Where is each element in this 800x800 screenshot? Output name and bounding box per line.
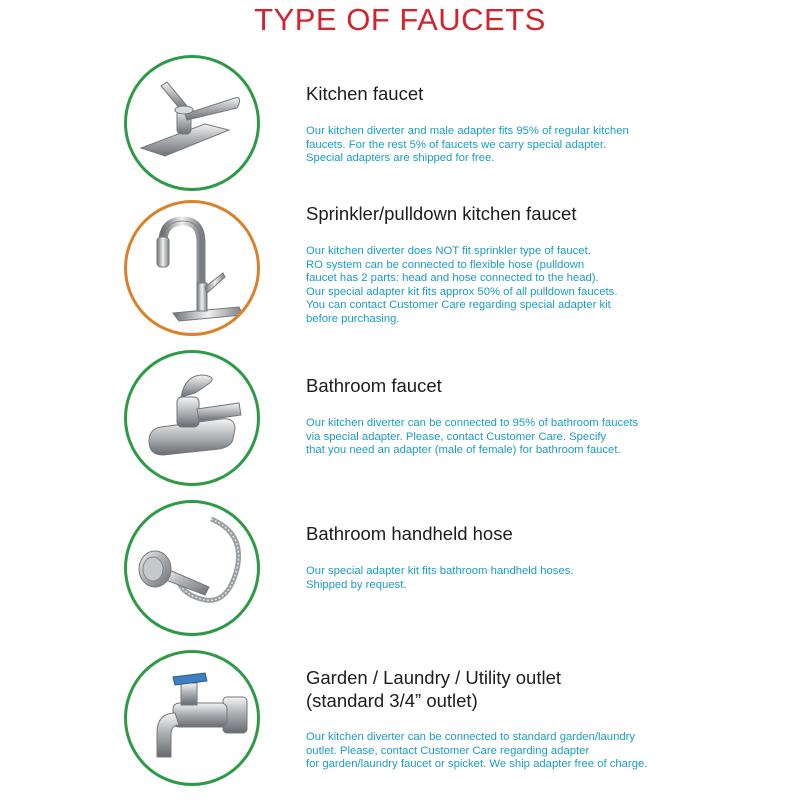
kitchen-faucet-circle (124, 55, 260, 191)
bathroom-faucet-circle (124, 350, 260, 486)
handheld-hose-circle (124, 500, 260, 636)
garden-outlet-description: Our kitchen diverter can be connected to standard garden/laundry outlet. Please, contact Customer Care regarding adapter for garden/laundry faucet or spicket. We ship adapter free of charge. (306, 731, 648, 771)
handheld-shower-icon (127, 503, 257, 633)
pulldown-faucet-heading: Sprinkler/pulldown kitchen faucet (306, 203, 577, 224)
kitchen-faucet-description: Our kitchen diverter and male adapter fits 95% of regular kitchen faucets. For the rest 5% of faucets we carry special adapter. Special adapters are shipped for free. (306, 125, 629, 165)
pulldown-faucet-icon (127, 203, 257, 333)
bathroom-faucet-icon (127, 353, 257, 483)
garden-spigot-icon (127, 653, 257, 783)
bathroom-faucet-description: Our kitchen diverter can be connected to 95% of bathroom faucets via special adapter. Please, contact Customer Care. Specify that you need an adapter (male of female) for bathroom faucet. (306, 417, 639, 457)
bathroom-faucet-heading: Bathroom faucet (306, 375, 442, 396)
garden-outlet-heading: Garden / Laundry / Utility outlet (standard 3/4” outlet) (306, 667, 562, 711)
kitchen-faucet-icon (127, 58, 257, 188)
handheld-hose-heading: Bathroom handheld hose (306, 523, 513, 544)
kitchen-faucet-heading: Kitchen faucet (306, 83, 424, 104)
handheld-hose-description: Our special adapter kit fits bathroom handheld hoses. Shipped by request. (306, 565, 574, 591)
garden-outlet-circle (124, 650, 260, 786)
page-title: TYPE OF FAUCETS (254, 2, 546, 37)
pulldown-faucet-circle (124, 200, 260, 336)
pulldown-faucet-description: Our kitchen diverter does NOT fit sprinkler type of faucet. RO system can be connected to flexible hose (pulldown faucet has 2 parts: head and hose connected to the head). Our special adapter kit fits approx 50% of all pulldown faucets. You can contact Customer Care regarding special adapter kit before purchasing. (306, 245, 618, 325)
